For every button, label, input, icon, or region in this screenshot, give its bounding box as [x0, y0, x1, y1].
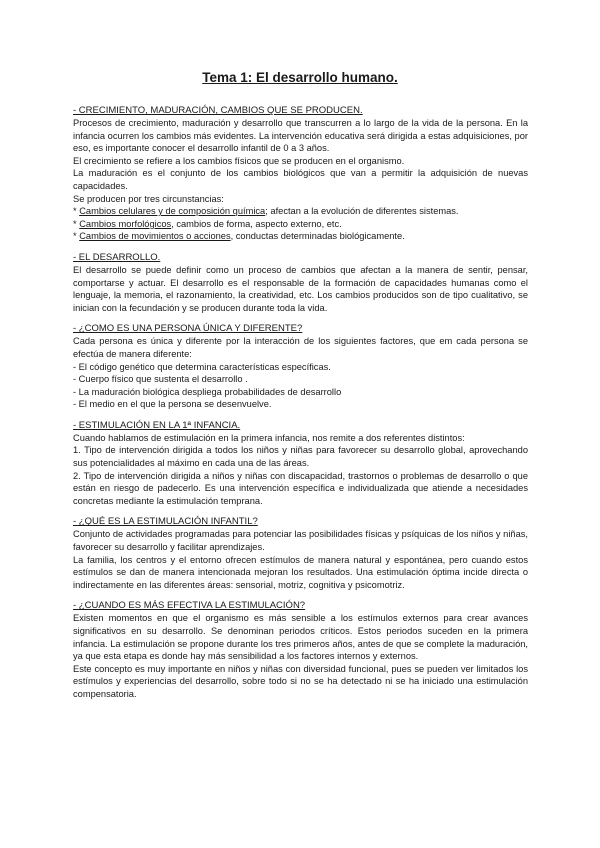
- bullet-term: Cambios de movimientos o acciones: [79, 231, 231, 242]
- bullet-text: , conductas determinadas biológicamente.: [230, 231, 405, 242]
- document-body: [73, 104, 528, 709]
- paragraph: Cada persona es única y diferente por la interacción de los siguientes factores, que em cada persona se efectúa de manera diferente:: [73, 336, 528, 359]
- section-persona-unica: [73, 322, 528, 411]
- bullet-item: [73, 230, 528, 243]
- paragraph: Se producen por tres circunstancias:: [73, 193, 224, 204]
- section-estimulacion-efectiva: [73, 599, 528, 700]
- list-item: - La maduración biológica despliega probabilidades de desarrollo: [73, 386, 342, 397]
- section-crecimiento: [73, 104, 528, 243]
- section-heading: - ESTIMULACIÓN EN LA 1ª INFANCIA.: [73, 419, 241, 431]
- list-item: - El medio en el que la persona se desenvuelve.: [73, 399, 272, 410]
- paragraph: La maduración es el conjunto de los cambios biológicos que van a permitir la adquisición de nuevas capacidades.: [73, 168, 528, 191]
- list-item: - Cuerpo físico que sustenta el desarrollo .: [73, 374, 248, 385]
- document-title: Tema 1: El desarrollo humano.: [202, 70, 398, 85]
- bullet-item: [73, 205, 528, 218]
- list-item: - El código genético que determina características específicas.: [73, 361, 331, 372]
- paragraph: 2. Tipo de intervención dirigida a niños y niñas con discapacidad, trastornos o problemas de desarrollo o que están en riesgo de padecerlo. Es una intervención específica e individualizada que atiende a necesidades concretas mediante la estimulación temprana.: [73, 470, 528, 506]
- bullet-term: Cambios celulares y de composición química: [79, 206, 266, 217]
- bullet-marker: *: [73, 218, 80, 229]
- section-desarrollo: [73, 251, 528, 314]
- paragraph: 1. Tipo de intervención dirigida a todos los niños y niñas para favorecer su desarrollo global, aprovechando sus potencialidades al máximo en cada una de las áreas.: [73, 445, 528, 469]
- paragraph: Cuando hablamos de estimulación en la primera infancia, nos remite a dos referentes distintos:: [73, 432, 465, 443]
- paragraph: El desarrollo se puede definir como un proceso de cambios que afectan a la manera de sentir, pensar, comportarse y actuar. El desarrollo es el responsable de la formación de capacidades humanas como el lenguaje, la memoria, el razonamiento, la creatividad, etc. Los cambios producidos son de tipo cualitativo, se inician con la fecundación y se producen durante toda la vida.: [73, 264, 528, 313]
- bullet-text: , cambios de forma, aspecto externo, etc.: [171, 218, 342, 229]
- paragraph: Procesos de crecimiento, maduración y desarrollo que transcurren a lo largo de la vida de la persona. En la infancia ocurren los cambios más evidentes. La intervención educativa será dirigida a estas adquisiciones, por eso, es importante conocer el desarrollo infantil de 0 a 3 años.: [73, 118, 528, 154]
- bullet-item: [73, 218, 528, 231]
- paragraph: Existen momentos en que el organismo es más sensible a los estímulos externos para crear avances significativos en su desarrollo. Se denominan periodos críticos. Estos periodos suceden en la primera infancia. La estimulación se propone durante los tres primeros años, antes de que se complete la maduración, ya que esta etapa es donde hay más sensibilidad a los factores internos y externos.: [73, 613, 528, 662]
- section-heading: - ¿CUANDO ES MÁS EFECTIVA LA ESTIMULACIÓN?: [73, 600, 306, 612]
- bullet-text: ; afectan a la evolución de diferentes sistemas.: [265, 206, 459, 217]
- bullet-marker: *: [73, 231, 80, 242]
- paragraph: La familia, los centros y el entorno ofrecen estímulos de manera natural y espontánea, pero cuando estos estímulos se dan de manera intencionada mejoran los resultados. Una estimulación óptima incide directa o indirectamente en las diferentes áreas: sensorial, motriz, cognitiva y psicomotriz.: [73, 554, 528, 590]
- section-heading: - ¿QUÉ ES LA ESTIMULACIÓN INFANTIL?: [73, 516, 258, 528]
- bullet-marker: *: [73, 206, 80, 217]
- paragraph: Conjunto de actividades programadas para potenciar las posibilidades físicas y psíquicas de los niños y niñas, favorecer su desarrollo y facilitar aprendizajes.: [73, 529, 528, 553]
- paragraph: Este concepto es muy importante en niños y niñas con diversidad funcional, pues se pueden ver limitados los estímulos y experiencias del desarrollo, sobre todo si no se ha detectado ni se ha iniciado una estimulación compensatoria.: [73, 663, 528, 699]
- paragraph: El crecimiento se refiere a los cambios físicos que se producen en el organismo.: [73, 155, 405, 166]
- section-heading: - ¿COMO ES UNA PERSONA ÚNICA Y DIFERENTE?: [73, 323, 303, 335]
- section-heading: - CRECIMIENTO, MADURACIÓN, CAMBIOS QUE SE PRODUCEN.: [73, 105, 363, 116]
- section-heading: - EL DESARROLLO.: [73, 251, 161, 263]
- section-estimulacion-infancia: [73, 419, 528, 508]
- bullet-term: Cambios morfológicos: [79, 218, 172, 229]
- section-estimulacion-infantil: [73, 515, 528, 591]
